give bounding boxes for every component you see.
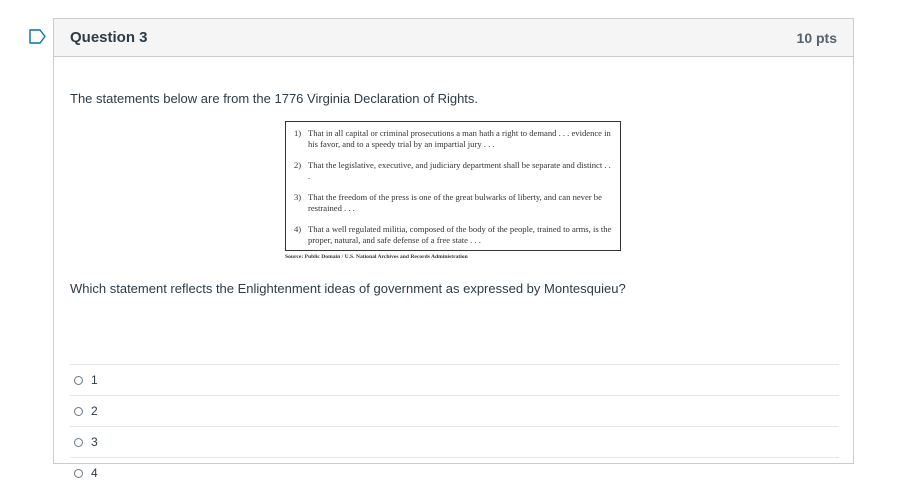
document-box bbox=[285, 121, 621, 251]
document-item-text: That in all capital or criminal prosecutions a man hath a right to demand . . . evidence in his favor, and to a speedy trial by an impartial jury . . . bbox=[308, 128, 611, 149]
document-item bbox=[294, 128, 612, 149]
radio-button[interactable] bbox=[74, 469, 83, 478]
radio-button[interactable] bbox=[74, 438, 83, 447]
document-item bbox=[294, 192, 612, 213]
answer-label: 1 bbox=[91, 373, 98, 387]
question-points: 10 pts bbox=[796, 29, 837, 46]
document-item-text: That a well regulated militia, composed of the body of the people, trained to arms, is the proper, natural, and safe defense of a free state . . . bbox=[308, 224, 612, 245]
document-item-text: That the legislative, executive, and judiciary department shall be separate and distinct . . . bbox=[308, 160, 611, 181]
answer-list bbox=[70, 364, 839, 488]
document-source: Source: Public Domain / U.S. National Archives and Records Administration bbox=[285, 254, 468, 260]
document-item-number: 1) bbox=[294, 128, 302, 138]
answer-option-1[interactable] bbox=[70, 364, 839, 395]
answer-label: 4 bbox=[91, 466, 98, 480]
document-item bbox=[294, 224, 612, 245]
radio-button[interactable] bbox=[74, 376, 83, 385]
question-intro: The statements below are from the 1776 Virginia Declaration of Rights. bbox=[70, 91, 479, 106]
question-prompt: Which statement reflects the Enlightenment ideas of government as expressed by Montesquieu? bbox=[70, 281, 626, 296]
answer-option-2[interactable] bbox=[70, 395, 839, 426]
answer-option-3[interactable] bbox=[70, 426, 839, 457]
radio-button[interactable] bbox=[74, 407, 83, 416]
source-document-image bbox=[285, 121, 621, 260]
document-item bbox=[294, 160, 612, 181]
question-title: Question 3 bbox=[70, 29, 148, 46]
document-item-text: That the freedom of the press is one of the great bulwarks of liberty, and can never be restrained . . . bbox=[308, 192, 602, 213]
document-item-number: 3) bbox=[294, 192, 302, 202]
document-item-number: 4) bbox=[294, 224, 302, 234]
flag-question-icon[interactable] bbox=[29, 29, 46, 44]
answer-label: 2 bbox=[91, 404, 98, 418]
question-header bbox=[54, 19, 853, 57]
question-card bbox=[53, 18, 854, 480]
answer-option-4[interactable] bbox=[70, 457, 839, 488]
answer-label: 3 bbox=[91, 435, 98, 449]
document-item-number: 2) bbox=[294, 160, 302, 170]
